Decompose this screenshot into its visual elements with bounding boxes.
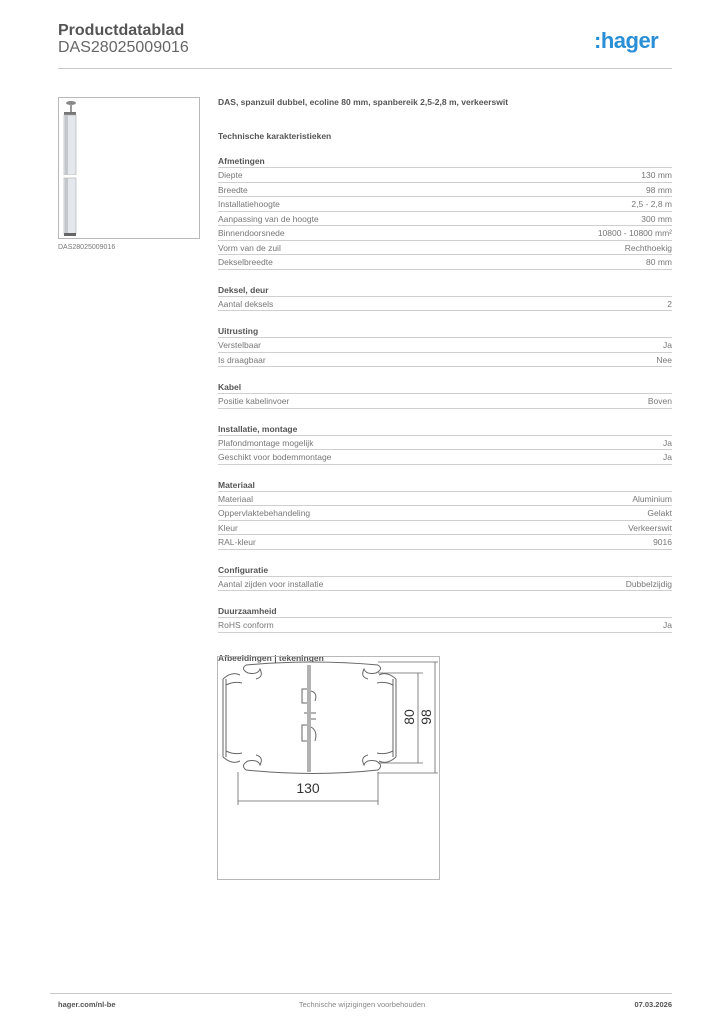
spec-row: [218, 226, 672, 241]
spec-value: Gelakt: [647, 508, 672, 518]
spec-row: [218, 353, 672, 368]
spec-row: [218, 197, 672, 212]
group-configuratie: [218, 564, 672, 592]
spec-label: Dekselbreedte: [218, 257, 273, 267]
spec-label: Breedte: [218, 184, 248, 195]
spec-label: Materiaal: [218, 493, 253, 504]
profile-cross-section-icon: [218, 657, 439, 879]
spec-label: Aanpassing van de hoogte: [218, 213, 319, 224]
spec-label: Diepte: [218, 170, 243, 180]
header-product-code: DAS28025009016: [58, 39, 189, 56]
product-description: DAS, spanzuil dubbel, ecoline 80 mm, spanbereik 2,5-2,8 m, verkeerswit: [218, 97, 509, 107]
spec-value: 98 mm: [646, 184, 672, 195]
spec-row: [218, 618, 672, 633]
spec-value: 2,5 - 2,8 m: [631, 199, 672, 209]
group-materiaal: [218, 479, 672, 550]
cable-column-icon: [59, 98, 199, 238]
spec-label: Vorm van de zuil: [218, 242, 281, 253]
group-uitrusting: [218, 325, 672, 367]
spec-label: Geschikt voor bodemmontage: [218, 452, 332, 462]
group-title: Materiaal: [218, 479, 672, 492]
group-deksel-deur: [218, 284, 672, 312]
group-title: Duurzaamheid: [218, 605, 672, 618]
spec-value: 130 mm: [641, 170, 672, 180]
product-thumbnail: [58, 97, 200, 239]
spec-value: Aluminium: [632, 493, 672, 504]
group-title: Uitrusting: [218, 325, 672, 338]
spec-label: Verstelbaar: [218, 340, 261, 350]
spec-row: [218, 183, 672, 198]
spec-label: Oppervlaktebehandeling: [218, 508, 311, 518]
technical-drawing: [217, 656, 440, 880]
hager-logo: :hager: [594, 28, 659, 53]
dim-outer: 98: [418, 709, 434, 725]
spec-row: [218, 436, 672, 451]
footer-disclaimer: Technische wijzigingen voorbehouden: [298, 1000, 426, 1009]
footer-date: 07.03.2026: [634, 1000, 672, 1009]
dim-width: 130: [296, 780, 320, 796]
technical-title: Technische karakteristieken: [218, 131, 332, 141]
spec-row: [218, 521, 672, 536]
spec-value: 80 mm: [646, 257, 672, 267]
spec-row: [218, 212, 672, 227]
spec-label: RoHS conform: [218, 620, 274, 630]
spec-value: 10800 - 10800 mm²: [597, 228, 672, 238]
spec-value: Ja: [663, 437, 672, 448]
images-title: Afbeeldingen | tekeningen: [218, 652, 324, 663]
content: [218, 96, 672, 664]
spec-label: Installatiehoogte: [218, 199, 280, 209]
spec-label: Is draagbaar: [218, 354, 266, 365]
header-divider: [58, 68, 672, 69]
spec-value: Boven: [647, 396, 672, 406]
spec-row: [218, 241, 672, 256]
spec-value: Ja: [663, 620, 672, 630]
spec-row: [218, 168, 672, 183]
spec-row: [218, 492, 672, 507]
spec-value: Nee: [656, 354, 672, 365]
spec-value: 2: [667, 298, 672, 309]
group-title: Afmetingen: [218, 155, 672, 168]
group-kabel: [218, 381, 672, 409]
group-title: Kabel: [218, 381, 672, 394]
group-installatie-montage: [218, 423, 672, 465]
dim-inner: 80: [401, 709, 417, 725]
spec-value: 9016: [653, 537, 672, 547]
group-title: Installatie, montage: [218, 423, 672, 436]
spec-label: RAL-kleur: [218, 537, 256, 547]
spec-value: 300 mm: [641, 213, 672, 224]
group-duurzaamheid: [218, 605, 672, 633]
spec-label: Aantal deksels: [218, 298, 274, 309]
spec-row: [218, 297, 672, 312]
spec-row: [218, 255, 672, 270]
spec-label: Kleur: [218, 522, 238, 533]
spec-row: [218, 506, 672, 521]
spec-row: [218, 535, 672, 550]
group-title: Deksel, deur: [218, 284, 672, 297]
group-afmetingen: [218, 155, 672, 270]
spec-value: Dubbelzijdig: [625, 578, 672, 589]
spec-value: Ja: [663, 452, 672, 462]
header-title: Productdatablad: [58, 22, 185, 39]
spec-label: Plafondmontage mogelijk: [218, 437, 314, 448]
spec-row: [218, 577, 672, 592]
spec-label: Aantal zijden voor installatie: [218, 578, 324, 589]
spec-row: [218, 338, 672, 353]
footer-divider: [50, 993, 672, 994]
thumbnail-caption: DAS28025009016: [58, 244, 116, 251]
spec-label: Positie kabelinvoer: [218, 396, 290, 406]
group-title: Configuratie: [218, 564, 672, 577]
spec-value: Rechthoekig: [624, 242, 672, 253]
footer-website-link[interactable]: hager.com/nl-be: [58, 1000, 116, 1009]
spec-value: Ja: [663, 340, 672, 350]
spec-row: [218, 394, 672, 409]
spec-value: Verkeerswit: [628, 522, 672, 533]
spec-label: Binnendoorsnede: [218, 228, 285, 238]
spec-row: [218, 450, 672, 465]
